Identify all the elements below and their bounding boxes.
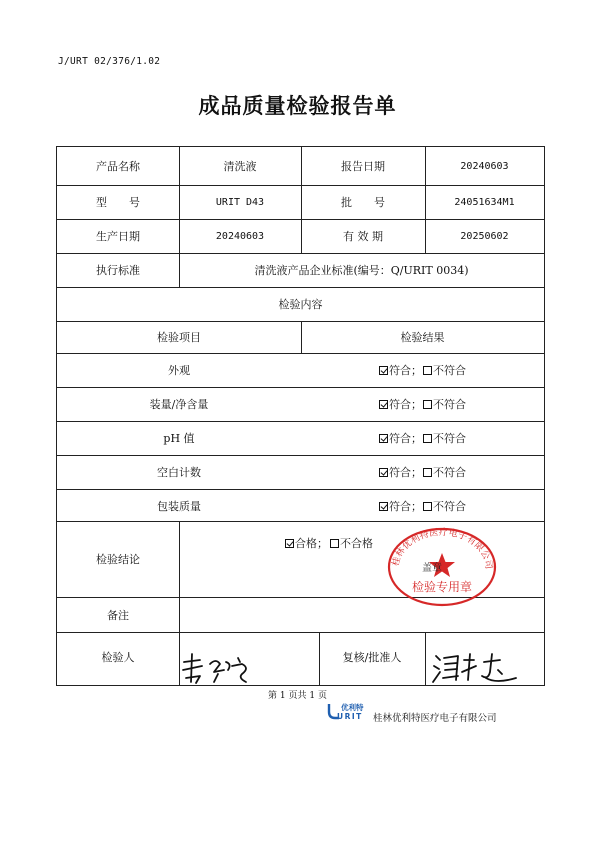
logo-cn-text: 优利特 (341, 703, 364, 712)
report-date-value: 20240603 (460, 160, 509, 172)
pass-text: 符合； (389, 364, 422, 377)
fail-text: 不符合 (433, 466, 466, 479)
standard-value: 清洗液产品企业标准(编号：Q/URIT 0034) (254, 264, 469, 277)
inspector-signature (180, 652, 262, 686)
inspection-stamp (386, 525, 498, 607)
fail-text: 不符合 (433, 364, 466, 377)
stamp-ring-text: 桂林优利特医疗电子有限公司 (390, 527, 494, 571)
model-value: URIT D43 (215, 196, 265, 208)
batch-value: 24051634M1 (454, 196, 515, 208)
report-date-label: 报告日期 (341, 160, 385, 173)
inspector-label: 检验人 (101, 650, 135, 664)
pass-checkbox[interactable] (285, 539, 294, 548)
mfg-date-value: 20240603 (215, 230, 265, 242)
pass-checkbox[interactable] (379, 400, 388, 409)
inspection-item-result (301, 455, 544, 489)
fail-checkbox[interactable] (423, 434, 432, 443)
inspection-item-name: 外观 (168, 364, 190, 377)
page-number: 第 1 页共 1 页 (268, 691, 327, 701)
inspection-item-name: pH 值 (163, 432, 195, 445)
pass-text: 符合； (389, 500, 422, 513)
conclusion-result (285, 535, 385, 551)
pass-text: 符合； (389, 432, 422, 445)
expiry-label: 有 效 期 (343, 230, 383, 243)
logo-en-text: URIT (337, 712, 363, 720)
inspection-item-name: 包装质量 (157, 500, 201, 513)
inspection-section-title: 检验内容 (278, 298, 323, 311)
fail-checkbox[interactable] (423, 468, 432, 477)
stamp-bottom-text: 检验专用章 (411, 580, 473, 594)
company-name: 桂林优利特医疗电子有限公司 (373, 713, 497, 724)
batch-label: 批 号 (341, 196, 385, 209)
standard-label: 执行标准 (96, 264, 140, 277)
fail-text: 不符合 (433, 500, 466, 513)
fail-text: 不符合 (433, 398, 466, 411)
item-column-header: 检验项目 (157, 331, 201, 344)
result-column-header: 检验结果 (400, 331, 445, 344)
pass-checkbox[interactable] (379, 366, 388, 375)
fail-text: 不合格 (340, 537, 373, 550)
mfg-date-label: 生产日期 (96, 230, 140, 243)
company-logo (327, 702, 369, 720)
fail-checkbox[interactable] (423, 502, 432, 511)
pass-text: 符合； (389, 398, 422, 411)
fail-checkbox[interactable] (423, 400, 432, 409)
expiry-value: 20250602 (460, 230, 509, 242)
pass-checkbox[interactable] (379, 434, 388, 443)
pass-checkbox[interactable] (379, 468, 388, 477)
inspection-item-result (301, 421, 544, 455)
model-label: 型 号 (96, 196, 140, 209)
pass-text: 符合； (389, 466, 422, 479)
reviewer-label: 复核/批准人 (342, 650, 402, 664)
product-name-value: 清洗液 (223, 160, 257, 173)
page-title: 成品质量检验报告单 (198, 94, 397, 118)
inspection-item-result (301, 353, 544, 387)
urit-logo-icon (327, 702, 369, 720)
fail-checkbox[interactable] (423, 366, 432, 375)
inspection-item-result (301, 387, 544, 421)
inspection-item-name: 装量/净含量 (149, 398, 209, 411)
pass-checkbox[interactable] (379, 502, 388, 511)
inspection-item-result (301, 489, 544, 523)
remarks-label: 备注 (107, 608, 129, 622)
fail-text: 不符合 (433, 432, 466, 445)
document-code: J/URT 02/376/1.02 (58, 56, 161, 67)
product-name-label: 产品名称 (96, 160, 140, 173)
fail-checkbox[interactable] (330, 539, 339, 548)
pass-text: 合格； (295, 537, 328, 550)
conclusion-label: 检验结论 (96, 553, 140, 566)
stamp-top-text: 盖章 (422, 563, 442, 574)
inspection-item-name: 空白计数 (157, 466, 201, 479)
reviewer-signature (430, 650, 522, 686)
